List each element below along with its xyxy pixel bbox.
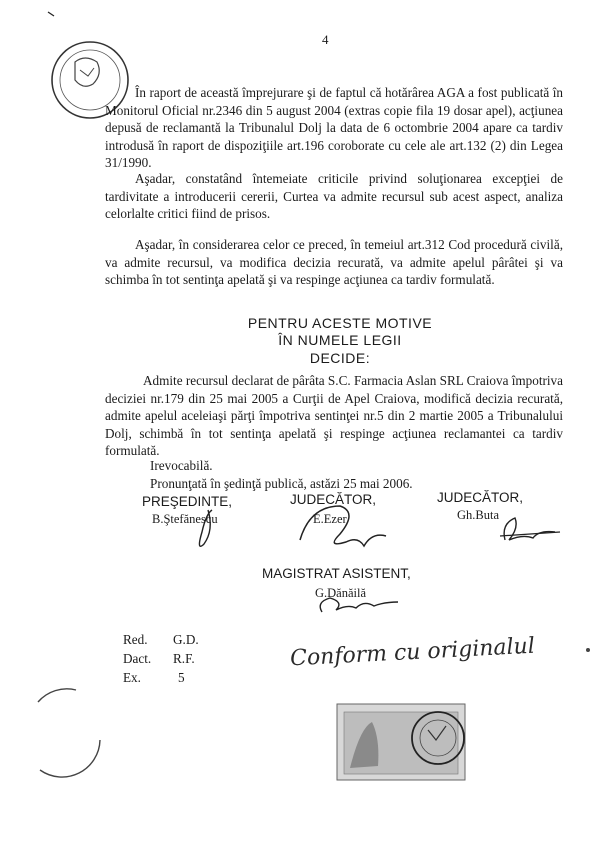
- signatory-name-presedinte: B.Ştefănescu: [152, 512, 218, 526]
- footer-key-dact: Dact.: [123, 651, 152, 666]
- paragraph-3: Aşadar, în considerarea celor ce preced, în temeiul art.312 Cod procedură civilă, va admite recursul, va modifica decizia recurată, va admite apelul pârâtei şi va schimba în tot sentinţa apelată şi va respinge acţiunea ca tardiv formulată.: [105, 237, 563, 287]
- footer-key-ex: Ex.: [123, 670, 141, 685]
- signatory-name-judecator-1: E.Ezer: [313, 512, 347, 526]
- footer-value-dact: R.F.: [173, 651, 195, 666]
- decision-paragraph: Admite recursul declarat de pârâta S.C. Farmacia Aslan SRL Craiova împotriva deciziei nr.179 din 25 mai 2005 a Curţii de Apel Craiova, modifică decizia recurată, admite apelul aceleiaşi părţi împotriva sentinţei nr.5 din 2 martie 2005 a Tribunalului Dolj, schimbă în tot sentinţa apelată şi respinge acţiunea reclamantei ca tardiv formulată.: [105, 373, 563, 458]
- irrevocable-text: Irevocabilă.: [150, 458, 213, 473]
- footer-value-ex: 5: [178, 670, 185, 685]
- heading-motive: PENTRU ACESTE MOTIVE: [247, 315, 433, 331]
- signatory-role-judecator-1: JUDECĂTOR,: [290, 492, 377, 507]
- handwritten-note: Conform cu originalul: [289, 633, 536, 672]
- footer-value-red: G.D.: [173, 632, 199, 647]
- signatory-name-judecator-2: Gh.Buta: [457, 508, 500, 522]
- magistrat-name: G.Dănăilă: [315, 586, 367, 600]
- signature-judecator-2: [500, 518, 560, 540]
- heading-legii: ÎN NUMELE LEGII: [278, 332, 402, 348]
- signatory-role-judecator-2: JUDECĂTOR,: [437, 490, 524, 505]
- fiscal-stamp: [337, 704, 465, 780]
- magistrat-role: MAGISTRAT ASISTENT,: [262, 566, 411, 581]
- footer-key-red: Red.: [123, 632, 148, 647]
- pronounced-text: Pronunţată în şedinţă publică, astăzi 25 mai 2006.: [150, 476, 413, 491]
- paragraph-2: Aşadar, constatând întemeiate criticile privind soluţionarea excepţiei de tardivitate a introducerii cererii, Curtea va admite recursul sub acest aspect, analiza celorlalte critici fiind de prisos.: [105, 171, 563, 221]
- page-number: 4: [322, 32, 329, 47]
- signatory-role-presedinte: PREŞEDINTE,: [142, 494, 233, 509]
- heading-decide: DECIDE:: [309, 350, 371, 366]
- round-stamp-bottom: [38, 689, 100, 777]
- paragraph-1: În raport de această împrejurare şi de faptul că hotărârea AGA a fost publicată în Monitorul Oficial nr.2346 din 5 august 2004 (extras copie fila 19 dosar apel), acţiunea depusă de reclamantă la Tribunalul Dolj la data de 6 octombrie 2004 apare ca tardiv introdusă în raport de dispoziţiile art.196 coroborate cu cele ale art.132 (2) din Legea 31/1990.: [105, 85, 563, 170]
